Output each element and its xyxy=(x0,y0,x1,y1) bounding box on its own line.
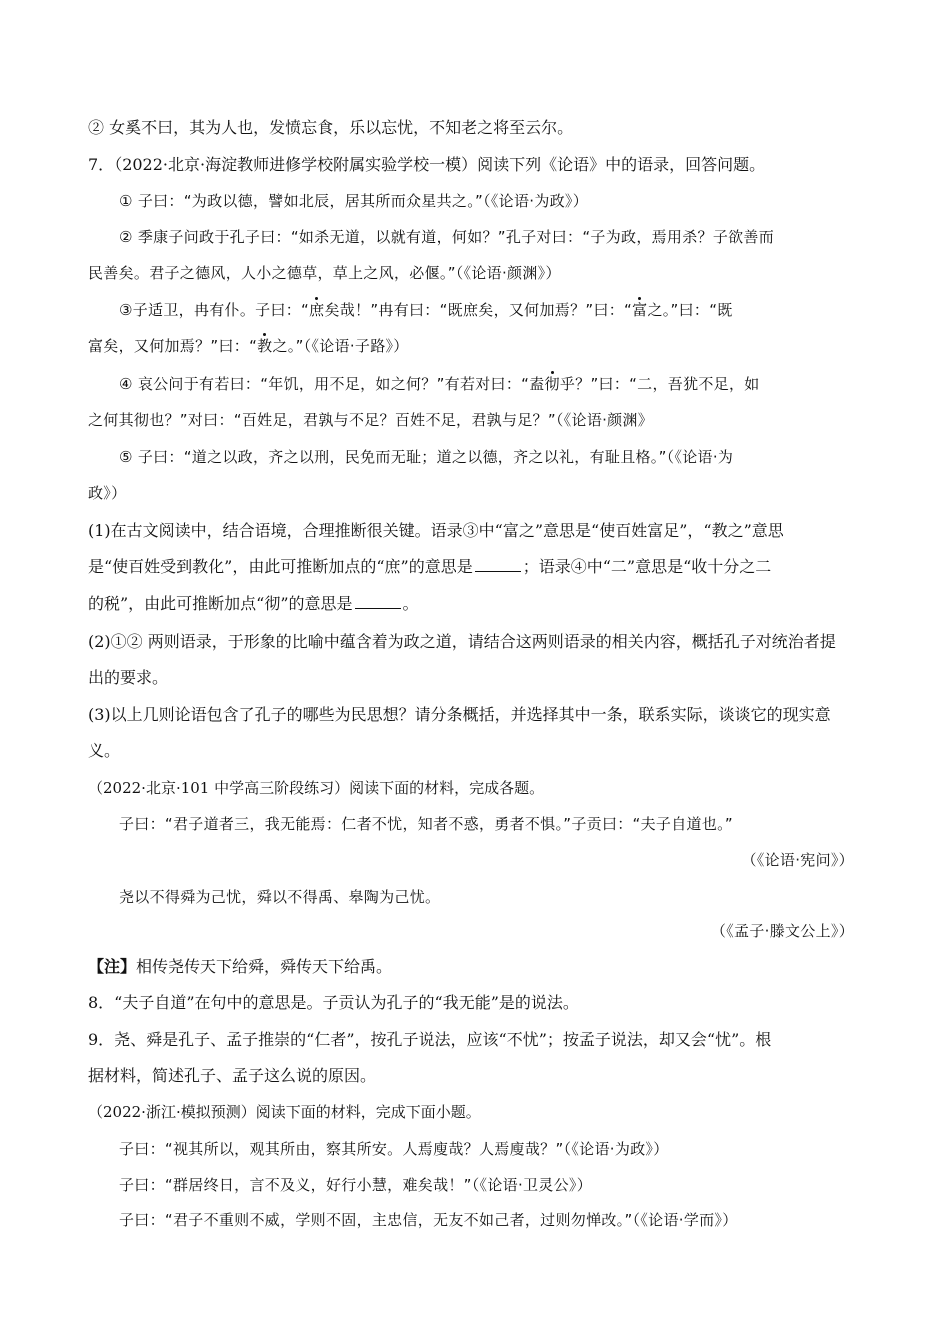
dotted-character: 彻 xyxy=(544,375,560,393)
subquestion-1: (1)在古文阅读中，结合语境，合理推断很关键。语录③中“富之”意思是“使百姓富足”，“教之”意思 xyxy=(88,521,784,540)
question-text: 。 xyxy=(402,594,419,613)
quote-text: 矣哉！”冉有曰：“既庶矣，又何加焉？”曰：“ xyxy=(324,301,633,319)
quote-line: ② 季康子问政于孔子曰：“如杀无道，以就有道，何如？”孔子对曰：“子为政，焉用杀？子欲善而 xyxy=(119,228,775,246)
dotted-character: 庶 xyxy=(309,301,325,319)
subquestion-3-cont: 义。 xyxy=(88,741,121,760)
quote-line: 尧以不得舜为己忧，舜以不得禹、皋陶为己忧。 xyxy=(119,888,441,906)
question-text: 的税”，由此可推断加点“彻”的意思是 xyxy=(88,594,353,613)
note-text: 相传尧传天下给舜，舜传天下给禹。 xyxy=(136,957,393,976)
question-number: 7． xyxy=(88,155,115,174)
question-source: （2022·北京·海淀教师进修学校附属实验学校一模）阅读下列《论语》中的语录，回答问题。 xyxy=(114,155,766,174)
question-text: 是“使百姓受到教化”，由此可推断加点的“庶”的意思是 xyxy=(88,557,473,576)
quote-text: ③子适卫，冉有仆。子曰：“ xyxy=(119,301,310,319)
question-9-cont: 据材料，简述孔子、孟子这么说的原因。 xyxy=(88,1066,377,1085)
quote-line: ① 子曰：“为政以德，譬如北辰，居其所而众星共之。”（《论语·为政》） xyxy=(119,192,589,210)
quote-line: 民善矣。君子之德风，人小之德草，草上之风，必偃。”（《论语·颜渊》） xyxy=(88,264,561,282)
quote-line: 子曰：“视其所以，观其所由，察其所安。人焉廋哉？人焉廋哉？”（《论语·为政》） xyxy=(119,1140,669,1158)
group-3-heading: （2022·浙江·模拟预测）阅读下面的材料，完成下面小题。 xyxy=(88,1103,481,1121)
quote-line: ⑤ 子曰：“道之以政，齐之以刑，民免而无耻；道之以德，齐之以礼，有耻且格。”（《论语·为 xyxy=(119,448,734,466)
subquestion-1-cont xyxy=(88,557,771,577)
question-text: ；语录④中“二”意思是“收十分之二 xyxy=(522,557,772,576)
quote-source: （《论语·宪问》） xyxy=(741,851,854,869)
question-8: 8．“夫子自道”在句中的意思是。子贡认为孔子的“我无能”是的说法。 xyxy=(88,993,579,1012)
quote-line xyxy=(119,374,760,394)
answer-blank[interactable] xyxy=(475,557,521,572)
subquestion-2-cont: 出的要求。 xyxy=(88,668,169,687)
quote-text: 富矣，又何加焉？”曰：“ xyxy=(88,337,258,355)
dotted-character: 教 xyxy=(257,337,273,355)
quote-text: 之。”（《论语·子路》） xyxy=(272,337,409,355)
note-tag: 【注】 xyxy=(88,957,137,976)
quote-line xyxy=(88,336,409,356)
quote-line: 子曰：“君子不重则不威，学则不固，主忠信，无友不如己者，过则勿惮改。”（《论语·学而》） xyxy=(119,1211,738,1229)
subquestion-2: (2)①② 两则语录，于形象的比喻中蕴含着为政之道，请结合这两则语录的相关内容，概括孔子对统治者提 xyxy=(88,632,836,651)
quote-line: 子曰：“君子道者三，我无能焉：仁者不忧，知者不惑，勇者不惧。”子贡曰：“夫子自道也。” xyxy=(119,815,733,833)
quote-source: （《孟子·滕文公上》） xyxy=(710,922,854,940)
quote-line: 之何其彻也？”对曰：“百姓足，君孰与不足？百姓不足，君孰与足？”（《论语·颜渊》 xyxy=(88,411,654,429)
note xyxy=(88,957,392,977)
quote-text: ④ 哀公问于有若曰：“年饥，用不足，如之何？”有若对曰：“盍 xyxy=(119,375,545,393)
question-7-heading xyxy=(88,155,765,175)
question-9: 9．尧、舜是孔子、孟子推崇的“仁者”，按孔子说法，应该“不忧”；按孟子说法，却又会“忧”。根 xyxy=(88,1030,772,1049)
quote-line: 政》） xyxy=(88,484,127,502)
dotted-character: 富 xyxy=(632,301,648,319)
quote-line xyxy=(119,300,733,320)
quote-text: 乎？”曰：“二，吾犹不足，如 xyxy=(559,375,760,393)
subquestion-3: (3)以上几则论语包含了孔子的哪些为民思想？请分条概括，并选择其中一条，联系实际，谈谈它的现实意 xyxy=(88,705,831,724)
quote-text: 之。”曰：“既 xyxy=(647,301,733,319)
text-line: ② 女奚不曰，其为人也，发愤忘食，乐以忘忧，不知老之将至云尔。 xyxy=(88,118,574,137)
answer-blank[interactable] xyxy=(355,594,401,609)
group-2-heading: （2022·北京·101 中学高三阶段练习）阅读下面的材料，完成各题。 xyxy=(88,779,545,797)
quote-line: 子曰：“群居终日，言不及义，好行小慧，难矣哉！”（《论语·卫灵公》） xyxy=(119,1176,593,1194)
subquestion-1-cont xyxy=(88,594,419,614)
